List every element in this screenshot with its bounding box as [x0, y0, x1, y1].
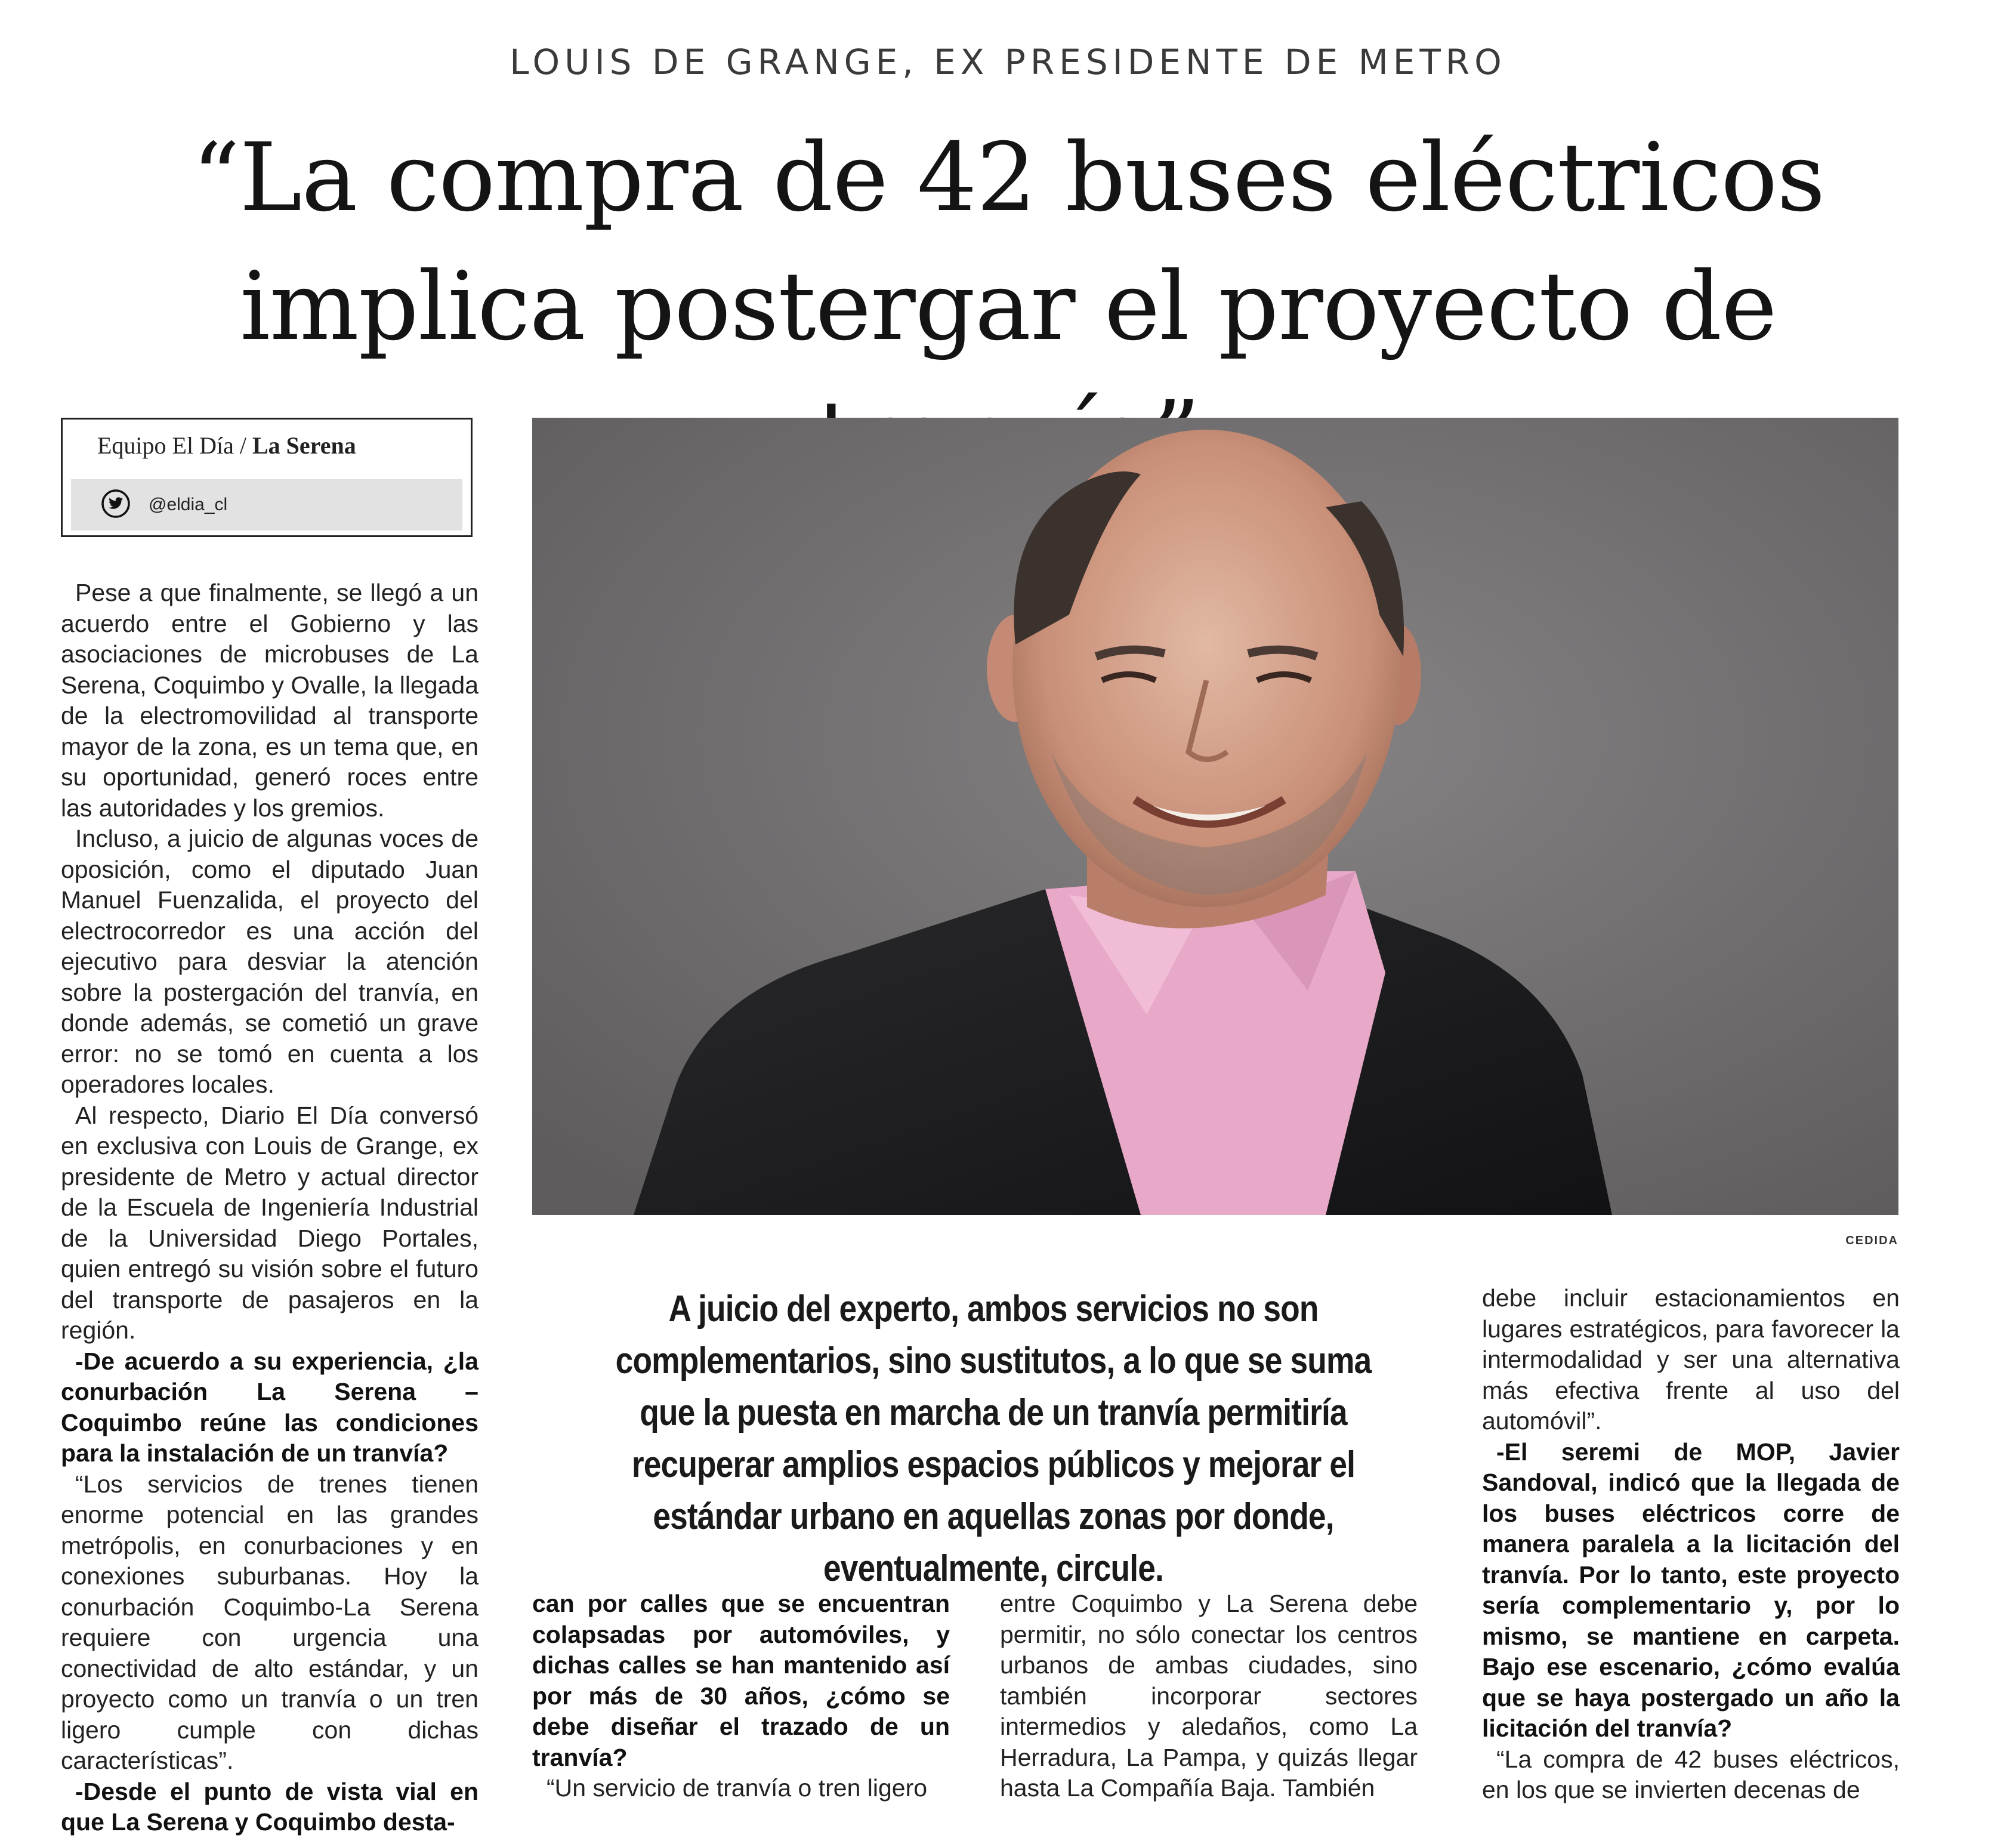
paragraph: Pese a que finalmente, se llegó a un acuerdo entre el Gobierno y las asociaciones de microbuses de La Serena, Coquimbo y Ovalle, la llegada de la electromovilidad al transporte mayor de la zona, es un tema que, en su oportunidad, generó roces entre las autoridades y los gremios. — [61, 579, 478, 822]
byline-box — [61, 418, 473, 537]
paragraph: “Los servicios de trenes tienen enorme potencial en las grandes metrópolis, en conurbaciones y en conexiones suburbanas. Hoy la conurbación Coquimbo-La Serena requiere con urgencia una conectividad de alto estándar, y un proyecto como un tranvía o un tren ligero cumple con dichas características”. — [61, 1470, 478, 1774]
byline-location: La Serena — [252, 432, 356, 459]
article-column-3 — [1000, 1589, 1418, 1804]
twitter-handle: @eldia_cl — [149, 495, 228, 514]
photo-credit: CEDIDA — [1845, 1234, 1898, 1247]
interview-question: -El seremi de MOP, Javier Sandoval, indicó que la llegada de los buses eléctricos corre de manera paralela a la licitación del tranvía. Por lo tanto, este proyecto sería complementario y, por lo mismo, se mantiene en carpeta. Bajo ese escenario, ¿cómo evalúa que se haya postergado un año la licitación del tranvía? — [1482, 1438, 1900, 1742]
portrait-photo — [532, 418, 1898, 1215]
pull-quote: A juicio del experto, ambos servicios no son complementarios, sino sustitutos, a lo que se suma que la puesta en marcha de un tranvía permitiría recuperar amplios espacios públicos y mejorar el estándar urbano en aquellas zonas por donde, eventualmente, circule. — [615, 1288, 1372, 1589]
byline-separator: / — [239, 432, 246, 459]
article-column-4 — [1482, 1283, 1900, 1806]
byline-author: Equipo El Día — [97, 432, 234, 459]
article-column-2 — [532, 1589, 950, 1804]
paragraph: Incluso, a juicio de algunas voces de oposición, como el diputado Juan Manuel Fuenzalida, el proyecto del electrocorredor es una acción del ejecutivo para desviar la atención sobre la postergación del tranvía, en donde además, se cometió un grave error: no se tomó en cuenta a los operadores locales. — [61, 825, 478, 1098]
interview-question: -Desde el punto de vista vial en que La Serena y Coquimbo desta- — [61, 1777, 478, 1836]
paragraph: “La compra de 42 buses eléctricos, en los que se invierten decenas de — [1482, 1745, 1900, 1803]
headline-line-1: “La compra de 42 buses eléctricos — [192, 123, 1825, 233]
headline-line-2: implica postergar el proyecto de — [240, 252, 1777, 362]
paragraph: debe incluir estacionamientos en lugares estratégicos, para favorecer la intermodalidad y ser una alternativa más efectiva frente al uso del automóvil”. — [1482, 1284, 1900, 1435]
article-kicker: LOUIS DE GRANGE, EX PRESIDENTE DE METRO — [510, 42, 1506, 82]
portrait-illustration — [532, 418, 1898, 1215]
paragraph: Al respecto, Diario El Día conversó en exclusiva con Louis de Grange, ex presidente de Metro y actual director de la Escuela de Ingeniería Industrial de la Universidad Diego Portales, quien entregó su visión sobre el futuro del transporte de pasajeros en la región. — [61, 1101, 478, 1344]
twitter-bird-icon — [101, 489, 131, 519]
twitter-bar — [71, 479, 462, 531]
paragraph: entre Coquimbo y La Serena debe permitir, no sólo conectar los centros urbanos de ambas ciudades, sino también incorporar sectores intermedios y aledaños, como La Herradura, La Pampa, y quizás llegar hasta La Compañía Baja. También — [1000, 1590, 1418, 1802]
interview-question: -De acuerdo a su experiencia, ¿la conurbación La Serena – Coquimbo reúne las condiciones para la instalación de un tranvía? — [61, 1347, 478, 1467]
article-column-1 — [61, 578, 478, 1838]
byline — [97, 431, 356, 459]
paragraph: “Un servicio de tranvía o tren ligero — [547, 1774, 928, 1802]
interview-question: can por calles que se encuentran colapsadas por automóviles, y dichas calles se han mantenido así por más de 30 años, ¿cómo se debe diseñar el trazado de un tranvía? — [532, 1590, 950, 1771]
